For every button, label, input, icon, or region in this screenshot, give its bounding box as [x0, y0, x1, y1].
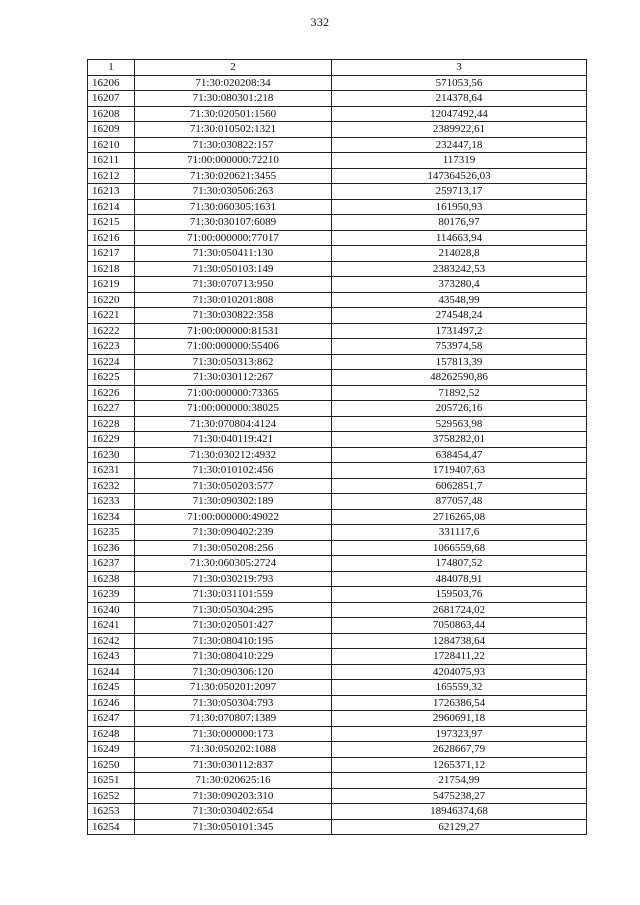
value-cell: 259713,17: [332, 184, 587, 200]
table-row: [88, 416, 587, 432]
table-row: [88, 106, 587, 122]
value-cell: 331117,6: [332, 525, 587, 541]
row-index-cell: 16219: [88, 277, 135, 293]
row-index-cell: 16221: [88, 308, 135, 324]
value-cell: 197323,97: [332, 726, 587, 742]
row-index-cell: 16207: [88, 91, 135, 107]
cadastral-number-cell: 71:30:040119:421: [135, 432, 332, 448]
row-index-cell: 16248: [88, 726, 135, 742]
cadastral-number-cell: 71:30:090203:310: [135, 788, 332, 804]
row-index-cell: 16210: [88, 137, 135, 153]
row-index-cell: 16245: [88, 680, 135, 696]
table-row: [88, 664, 587, 680]
row-index-cell: 16250: [88, 757, 135, 773]
cadastral-number-cell: 71:30:080410:195: [135, 633, 332, 649]
cadastral-number-cell: 71:30:030212:4932: [135, 447, 332, 463]
row-index-cell: 16217: [88, 246, 135, 262]
value-cell: 232447,18: [332, 137, 587, 153]
value-cell: 114663,94: [332, 230, 587, 246]
row-index-cell: 16253: [88, 804, 135, 820]
table-row: [88, 587, 587, 603]
value-cell: 12047492,44: [332, 106, 587, 122]
cadastral-number-cell: 71:30:010102:456: [135, 463, 332, 479]
value-cell: 484078,91: [332, 571, 587, 587]
value-cell: 43548,99: [332, 292, 587, 308]
cadastral-number-cell: 71:30:030506:263: [135, 184, 332, 200]
table-body: [88, 75, 587, 835]
value-cell: 1066559,68: [332, 540, 587, 556]
row-index-cell: 16211: [88, 153, 135, 169]
value-cell: 2389922,61: [332, 122, 587, 138]
cadastral-number-cell: 71:30:030219:793: [135, 571, 332, 587]
cadastral-number-cell: 71:30:080410:229: [135, 649, 332, 665]
row-index-cell: 16244: [88, 664, 135, 680]
table-row: [88, 215, 587, 231]
cadastral-number-cell: 71:30:031101:559: [135, 587, 332, 603]
cadastral-number-cell: 71:30:050101:345: [135, 819, 332, 835]
value-cell: 214378,64: [332, 91, 587, 107]
table-row: [88, 695, 587, 711]
table-row: [88, 137, 587, 153]
cadastral-number-cell: 71:00:000000:55406: [135, 339, 332, 355]
table-row: [88, 571, 587, 587]
table-row: [88, 230, 587, 246]
cadastral-number-cell: 71:00:000000:38025: [135, 401, 332, 417]
row-index-cell: 16234: [88, 509, 135, 525]
cadastral-number-cell: 71:30:020625:16: [135, 773, 332, 789]
cadastral-number-cell: 71:00:000000:49022: [135, 509, 332, 525]
row-index-cell: 16232: [88, 478, 135, 494]
value-cell: 877057,48: [332, 494, 587, 510]
cadastral-number-cell: 71:00:000000:77017: [135, 230, 332, 246]
cadastral-number-cell: 71:30:080301:218: [135, 91, 332, 107]
row-index-cell: 16209: [88, 122, 135, 138]
table-row: [88, 401, 587, 417]
table-row: [88, 447, 587, 463]
table-row: [88, 246, 587, 262]
cadastral-number-cell: 71:30:050201:2097: [135, 680, 332, 696]
value-cell: 2960691,18: [332, 711, 587, 727]
value-cell: 205726,16: [332, 401, 587, 417]
table-row: [88, 370, 587, 386]
value-cell: 2628667,79: [332, 742, 587, 758]
cadastral-number-cell: 71:30:070804:4124: [135, 416, 332, 432]
value-cell: 62129,27: [332, 819, 587, 835]
cadastral-number-cell: 71:30:010502:1321: [135, 122, 332, 138]
row-index-cell: 16236: [88, 540, 135, 556]
table-row: [88, 91, 587, 107]
row-index-cell: 16220: [88, 292, 135, 308]
cadastral-number-cell: 71:30:020621:3455: [135, 168, 332, 184]
value-cell: 18946374,68: [332, 804, 587, 820]
value-cell: 3758282,01: [332, 432, 587, 448]
cadastral-number-cell: 71:30:050313:862: [135, 354, 332, 370]
row-index-cell: 16241: [88, 618, 135, 634]
cadastral-number-cell: 71:30:050202:1088: [135, 742, 332, 758]
value-cell: 174807,52: [332, 556, 587, 572]
row-index-cell: 16231: [88, 463, 135, 479]
table-row: [88, 463, 587, 479]
cadastral-number-cell: 71:30:050304:793: [135, 695, 332, 711]
value-cell: 1719407,63: [332, 463, 587, 479]
table-row: [88, 788, 587, 804]
table-row: [88, 292, 587, 308]
table-row: [88, 680, 587, 696]
header-row: [88, 60, 587, 76]
column-header-1: 1: [88, 60, 135, 76]
value-cell: 2383242,53: [332, 261, 587, 277]
table-row: [88, 618, 587, 634]
cadastral-number-cell: 71:30:020501:427: [135, 618, 332, 634]
cadastral-number-cell: 71:00:000000:72210: [135, 153, 332, 169]
cadastral-number-cell: 71:30:070713:950: [135, 277, 332, 293]
table-row: [88, 773, 587, 789]
value-cell: 1265371,12: [332, 757, 587, 773]
table-row: [88, 540, 587, 556]
row-index-cell: 16243: [88, 649, 135, 665]
row-index-cell: 16240: [88, 602, 135, 618]
cadastral-number-cell: 71:00:000000:81531: [135, 323, 332, 339]
value-cell: 21754,99: [332, 773, 587, 789]
table-row: [88, 494, 587, 510]
row-index-cell: 16208: [88, 106, 135, 122]
value-cell: 147364526,03: [332, 168, 587, 184]
cadastral-number-cell: 71:30:020208:34: [135, 75, 332, 91]
value-cell: 48262590,86: [332, 370, 587, 386]
row-index-cell: 16206: [88, 75, 135, 91]
value-cell: 157813,39: [332, 354, 587, 370]
cadastral-number-cell: 71:30:060305:2724: [135, 556, 332, 572]
value-cell: 214028,8: [332, 246, 587, 262]
table-row: [88, 184, 587, 200]
table-header: [88, 60, 587, 76]
value-cell: 274548,24: [332, 308, 587, 324]
value-cell: 7050863,44: [332, 618, 587, 634]
cadastral-number-cell: 71:30:000000:173: [135, 726, 332, 742]
row-index-cell: 16247: [88, 711, 135, 727]
table-row: [88, 122, 587, 138]
table-row: [88, 649, 587, 665]
cadastral-number-cell: 71:30:050411:130: [135, 246, 332, 262]
cadastral-number-cell: 71:30:030822:157: [135, 137, 332, 153]
value-cell: 6062851,7: [332, 478, 587, 494]
table-row: [88, 323, 587, 339]
cadastral-number-cell: 71:30:050208:256: [135, 540, 332, 556]
value-cell: 753974,58: [332, 339, 587, 355]
table-row: [88, 633, 587, 649]
row-index-cell: 16215: [88, 215, 135, 231]
row-index-cell: 16224: [88, 354, 135, 370]
row-index-cell: 16214: [88, 199, 135, 215]
row-index-cell: 16233: [88, 494, 135, 510]
row-index-cell: 16249: [88, 742, 135, 758]
page-number: 332: [310, 15, 330, 29]
row-index-cell: 16223: [88, 339, 135, 355]
row-index-cell: 16218: [88, 261, 135, 277]
value-cell: 1728411,22: [332, 649, 587, 665]
table-row: [88, 339, 587, 355]
row-index-cell: 16213: [88, 184, 135, 200]
cadastral-number-cell: 71:30:050103:149: [135, 261, 332, 277]
table-row: [88, 432, 587, 448]
row-index-cell: 16254: [88, 819, 135, 835]
value-cell: 638454,47: [332, 447, 587, 463]
value-cell: 1731497,2: [332, 323, 587, 339]
cadastral-number-cell: 71:30:030822:358: [135, 308, 332, 324]
row-index-cell: 16252: [88, 788, 135, 804]
table-row: [88, 308, 587, 324]
row-index-cell: 16242: [88, 633, 135, 649]
value-cell: 2716265,08: [332, 509, 587, 525]
value-cell: 373280,4: [332, 277, 587, 293]
table-row: [88, 556, 587, 572]
table-row: [88, 819, 587, 835]
table-row: [88, 153, 587, 169]
value-cell: 5475238,27: [332, 788, 587, 804]
cadastral-number-cell: 71:30:050304:295: [135, 602, 332, 618]
table-row: [88, 168, 587, 184]
column-header-2: 2: [135, 60, 332, 76]
table-row: [88, 757, 587, 773]
cadastral-number-cell: 71:30:090402:239: [135, 525, 332, 541]
table-row: [88, 742, 587, 758]
cadastral-number-cell: 71:30:010201:808: [135, 292, 332, 308]
row-index-cell: 16228: [88, 416, 135, 432]
value-cell: 529563,98: [332, 416, 587, 432]
table-row: [88, 602, 587, 618]
row-index-cell: 16229: [88, 432, 135, 448]
cadastral-number-cell: 71:30:090302:189: [135, 494, 332, 510]
table-row: [88, 385, 587, 401]
value-cell: 4204075,93: [332, 664, 587, 680]
table-row: [88, 277, 587, 293]
row-index-cell: 16222: [88, 323, 135, 339]
row-index-cell: 16212: [88, 168, 135, 184]
cadastral-number-cell: 71:30:020501:1560: [135, 106, 332, 122]
cadastral-number-cell: 71:30:030107:6089: [135, 215, 332, 231]
table-row: [88, 261, 587, 277]
table-row: [88, 75, 587, 91]
cadastral-number-cell: 71:30:090306:120: [135, 664, 332, 680]
cadastral-number-cell: 71:30:030402:654: [135, 804, 332, 820]
row-index-cell: 16238: [88, 571, 135, 587]
value-cell: 161950,93: [332, 199, 587, 215]
value-cell: 571053,56: [332, 75, 587, 91]
row-index-cell: 16225: [88, 370, 135, 386]
row-index-cell: 16235: [88, 525, 135, 541]
table-row: [88, 478, 587, 494]
table-row: [88, 354, 587, 370]
cadastral-number-cell: 71:00:000000:73365: [135, 385, 332, 401]
row-index-cell: 16230: [88, 447, 135, 463]
value-cell: 71892,52: [332, 385, 587, 401]
cadastral-number-cell: 71:30:030112:267: [135, 370, 332, 386]
row-index-cell: 16246: [88, 695, 135, 711]
cadastral-number-cell: 71:30:030112:837: [135, 757, 332, 773]
value-cell: 165559,32: [332, 680, 587, 696]
value-cell: 117319: [332, 153, 587, 169]
row-index-cell: 16239: [88, 587, 135, 603]
row-index-cell: 16216: [88, 230, 135, 246]
table-row: [88, 711, 587, 727]
table-row: [88, 525, 587, 541]
cadastral-number-cell: 71:30:070807:1389: [135, 711, 332, 727]
value-cell: 1284738,64: [332, 633, 587, 649]
table-row: [88, 804, 587, 820]
table-row: [88, 726, 587, 742]
table-row: [88, 509, 587, 525]
row-index-cell: 16237: [88, 556, 135, 572]
row-index-cell: 16226: [88, 385, 135, 401]
value-cell: 159503,76: [332, 587, 587, 603]
data-table: [87, 59, 587, 835]
value-cell: 80176,97: [332, 215, 587, 231]
cadastral-number-cell: 71:30:060305:1631: [135, 199, 332, 215]
column-header-3: 3: [332, 60, 587, 76]
row-index-cell: 16227: [88, 401, 135, 417]
cadastral-number-cell: 71:30:050203:577: [135, 478, 332, 494]
table-row: [88, 199, 587, 215]
row-index-cell: 16251: [88, 773, 135, 789]
value-cell: 2681724,02: [332, 602, 587, 618]
value-cell: 1726386,54: [332, 695, 587, 711]
